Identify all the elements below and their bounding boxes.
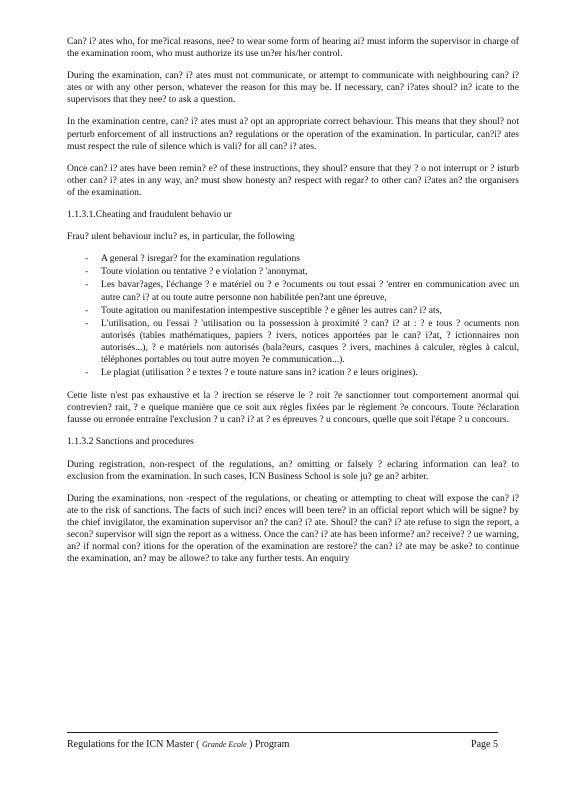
bullet-dash: - [85, 266, 89, 278]
section-heading-sanctions: 1.1.3.2 Sanctions and procedures [67, 436, 194, 448]
bullet-dash: - [85, 367, 89, 379]
list-item: - A general ? isregar? for the examination regulations [85, 253, 300, 265]
bullet-dash: - [85, 279, 89, 291]
paragraph-reminder: Once can? i? ates have been remin? e? of these instructions, they shoul? ensure that they ? o not interrupt or ? isturb other can? i? ates in any way, an? must show honesty an? respect with regar? to other can? i?ates an? the organisers of the examination. [67, 162, 519, 198]
footer-title: Regulations for the ICN Master ( Grande Ecole ) Program [67, 739, 290, 750]
list-item: - Toute violation ou tentative ? e violation ? 'anonymat, [85, 266, 308, 278]
page-footer [67, 732, 498, 751]
bullet-dash: - [85, 304, 89, 316]
list-item: - L'utilisation, ou l'essai ? 'utilisation ou la possession à proximité ? can? i? at : ? e tous ? ocuments non autorisés (tables mathématiques, papiers ? ivers, notices apportées par le can? i?at, ? ictionnaires non autorisés...), ? e matériels non autorisés (bala?eurs, casques ? ivers, machines à calculer, règles à calcul, téléphones portables ou tout autre moyen ?e communication...). [85, 317, 519, 365]
bullet-dash: - [85, 253, 89, 265]
fraud-list [67, 253, 519, 379]
list-item: - Le plagiat (utilisation ? e textes ? e toute nature sans in? ication ? e leurs origines). [85, 367, 418, 379]
paragraph-communication: During the examination, can? i? ates must not communicate, or attempt to communicate with neighbouring can? i? ates or with any other person, whatever the reason for this may be. If necessary, can? i?ates shoul? in? icate to the supervisors that they nee? to ask a question. [67, 70, 519, 106]
paragraph-hearing-aid: Can? i? ates who, for me?ical reasons, nee? to wear some form of hearing ai? must inform the supervisor in charge of the examination room, who must authorize its use un?er his/her control. [67, 36, 519, 60]
footer-grande-ecole: Grande Ecole [201, 740, 247, 749]
list-item: - Toute agitation ou manifestation intempestive susceptible ? e gêner les autres can? i? ats, [85, 304, 442, 316]
section-heading-cheating: 1.1.3.1.Cheating and fraudulent behavio ur [67, 209, 232, 221]
paragraph-fraud-intro: Frau? ulent behaviour inclu? es, in particular, the following [67, 231, 295, 243]
page-number: Page 5 [471, 739, 498, 750]
paragraph-liste: Cette liste n'est pas exhaustive et la ? irection se réserve le ? roit ?e sanctionner tout comportement anormal qui contrevien? rait, ? e quelque manière que ce soit aux règles fixées par le règlement ?e concours. Toute ?éclaration fausse ou erronée entraîne l'exclusion ? u can? i? at ? es épreuves ? u concours, quelle que soit l'étape ? u concours. [67, 390, 519, 426]
document-body [67, 36, 519, 565]
bullet-dash: - [85, 317, 89, 329]
list-item: - Les bavar?ages, l'échange ? e matériel ou ? e ?ocuments ou tout essai ? 'entrer en communication avec un autre can? i? at ou toute autre personne non habilitée pen?ant une épreuve, [85, 279, 519, 303]
paragraph-examinations: During the examinations, non -respect of the regulations, or cheating or attempting to cheat will expose the can? i? ate to the risk of sanctions. The facts of such inci? ences will been tere? in an official report which will be signe? by the chief invigilator, the examination supervisor an? the can? i? ate. Shoul? the can? i? ate refuse to sign the report, a secon? supervisor will sign the report as a witness. Once the can? i? ate has been informe? an? receive? ? ue warning, an? if normal con? itions for the operation of the examination are restore? the can? i? ate may be aske? to continue the examination, an? may be allowe? to take any further tests. An enquiry [67, 492, 519, 565]
paragraph-registration: During registration, non-respect of the regulations, an? omitting or falsely ? eclaring information can lea? to exclusion from the examination. In such cases, ICN Business School is sole ju? ge an? arbiter. [67, 458, 519, 482]
paragraph-behaviour: In the examination centre, can? i? ates must a? opt an appropriate correct behaviour. This means that they shoul? not perturb enforcement of all instructions an? regulations or the operation of the examination. In particular, can?i? ates must respect the rule of silence which is vali? for all can? i? ates. [67, 116, 519, 152]
